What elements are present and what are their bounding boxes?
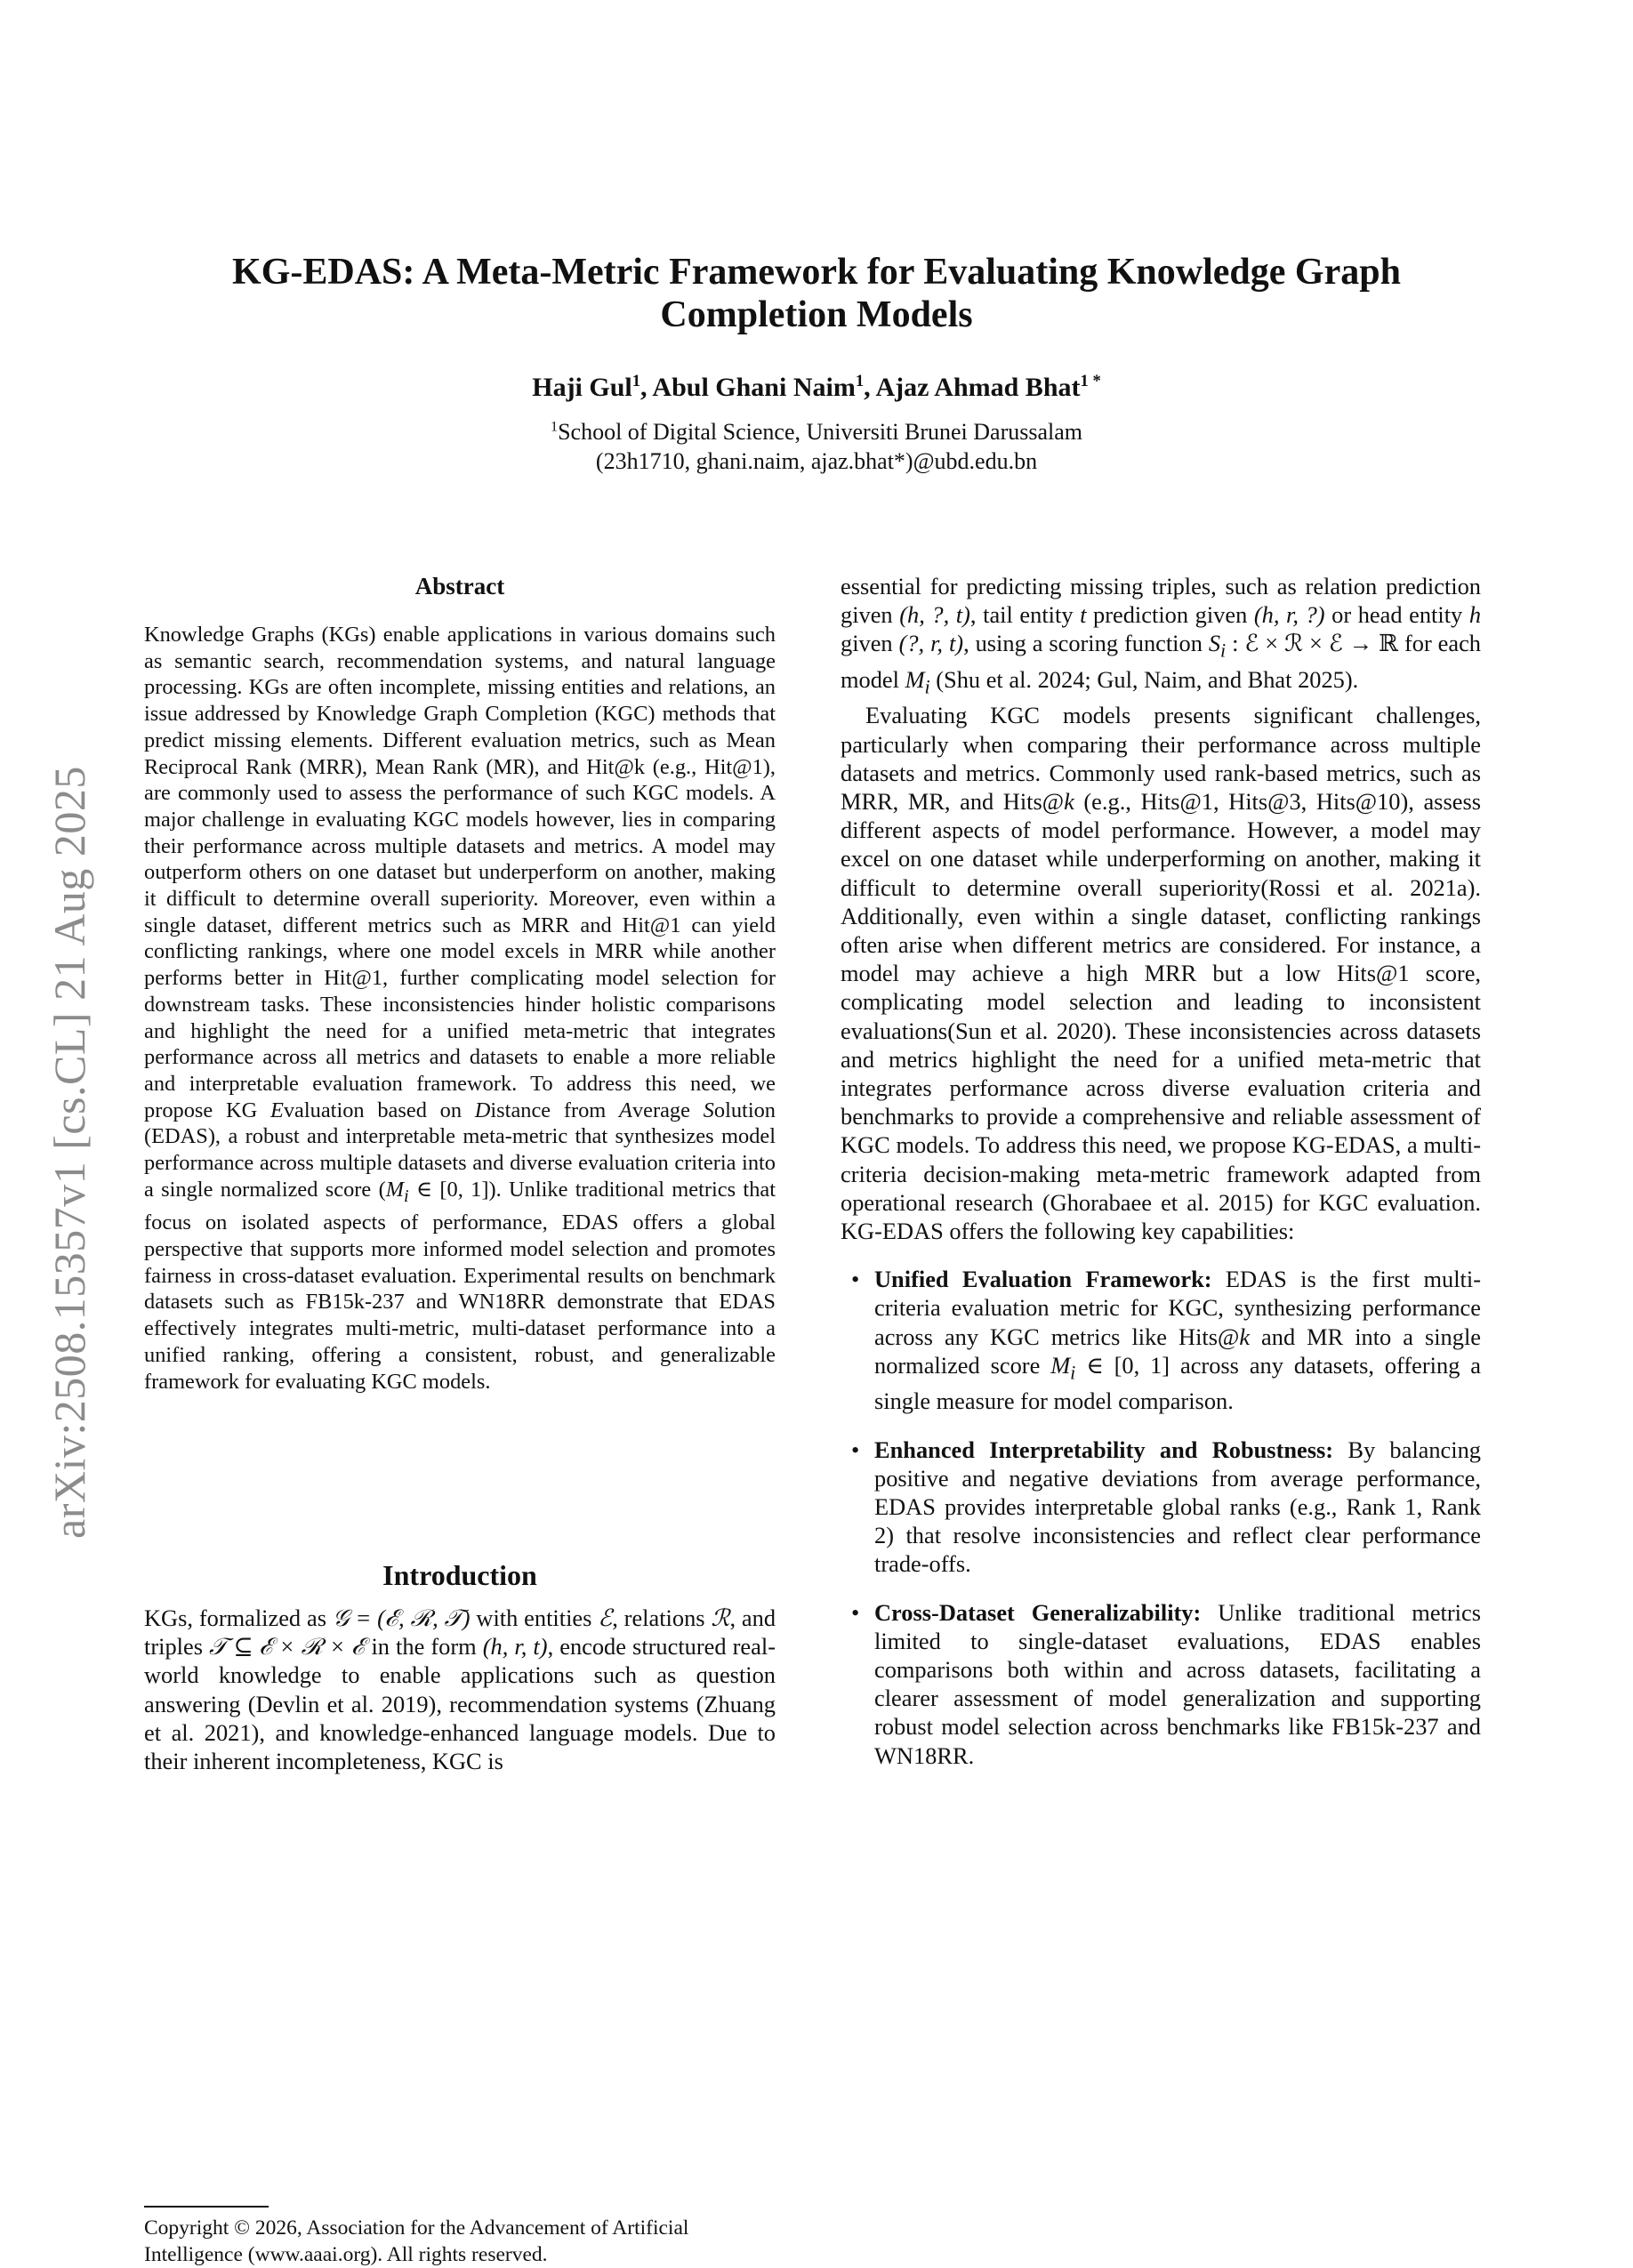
right-column-text: [841, 572, 1481, 1789]
author-name: Abul Ghani Naim: [652, 373, 856, 402]
title-line-1: KG-EDAS: A Meta-Metric Framework for Evaluating Knowledge Graph: [232, 252, 1401, 293]
author-affiliation-marker: 1: [855, 372, 865, 390]
list-item: • Cross-Dataset Generalizability: Unlike traditional metrics limited to single-dataset evaluations, EDAS enables comparisons both within and across datasets, facilitating a clearer assessment of model generalization and supporting robust model selection across benchmarks like FB15k-237 and WN18RR.: [851, 1598, 1481, 1769]
math-expression: (h, r, t): [482, 1633, 548, 1661]
affiliation-email: (23h1710, ghani.naim, ajaz.bhat*)@ubd.edu.bn: [595, 448, 1038, 474]
capabilities-list: [841, 1265, 1481, 1770]
paragraph: essential for predicting missing triples, such as relation prediction given (h, ?, t), tail entity t prediction given (h, r, ?) or head entity h given (?, r, t), using a scoring function $S_i$ : ℰ × ℛ × ℰ → ℝ for each model $M_i$ (Shu et al. 2024; Gul, Naim, and Bhat 2025).: [841, 573, 1482, 698]
bullet-icon: •: [851, 1598, 860, 1626]
author-name: Haji Gul: [532, 373, 632, 402]
paper-title: [178, 251, 1455, 336]
list-item: • Unified Evaluation Framework: EDAS is the first multi-criteria evaluation metric for KGC, synthesizing performance across any KGC metrics like Hits@k and MR into a single normalized score $M_i$ ∈ [0, 1] across any datasets, offering a single measure for model comparison.: [851, 1266, 1482, 1415]
bullet-icon: •: [851, 1266, 860, 1293]
abstract-heading: Abstract: [414, 573, 505, 599]
introduction-paragraph: KGs, formalized as 𝒢 = (ℰ, ℛ, 𝒯) with entities ℰ, relations ℛ, and triples 𝒯 ⊆ ℰ × ℛ × ℰ in the form (h, r, t), encode structured real-world knowledge to enable applications such as question answering (Devlin et al. 2019), recommendation systems (Zhuang et al. 2021), and knowledge-enhanced language models. Due to their inherent incompleteness, KGC is: [144, 1604, 776, 1775]
affiliation-line: $^1$School of Digital Science, Universiti Brunei Darussalam: [551, 419, 1082, 445]
math-expression: M: [385, 1177, 405, 1202]
author-affiliation-marker: 1: [631, 372, 641, 390]
paragraph: Evaluating KGC models presents significant challenges, particularly when comparing their performance across multiple datasets and metrics. Commonly used rank-based metrics, such as MRR, MR, and Hits@k (e.g., Hits@1, Hits@3, Hits@10), assess different aspects of model performance. However, a model may excel on one dataset while underperforming on another, making it difficult to determine overall superiority(Rossi et al. 2021a). Additionally, even within a single dataset, conflicting rankings often arise when different metrics are considered. For instance, a model may achieve a high MRR but a low Hits@1 score, complicating model selection and leading to inconsistent evaluations(Sun et al. 2020). These inconsistencies across datasets and metrics highlight the need for a unified meta-metric that integrates performance across diverse evaluation criteria and benchmarks to provide a comprehensive and reliable assessment of KGC models. To address this need, we propose KG-EDAS, a multi-criteria decision-making meta-metric framework adapted from operational research (Ghorabaee et al. 2015) for KGC evaluation. KG-EDAS offers the following key capabilities:: [841, 702, 1481, 1245]
arxiv-identifier-stamp: arXiv:2508.15357v1 [cs.CL] 21 Aug 2025: [44, 766, 94, 1539]
math-expression: ℰ: [598, 1604, 613, 1631]
copyright-footnote: Copyright © 2026, Association for the Advancement of Artificial Intelligence (www.aaai.org). All rights reserved.: [144, 2216, 689, 2266]
abstract-text: Knowledge Graphs (KGs) enable applications in various domains such as semantic search, recommendation systems, and natural language processing. KGs are often incomplete, missing entities and relations, an issue addressed by Knowledge Graph Completion (KGC) methods that predict missing elements. Different evaluation metrics, such as Mean Reciprocal Rank (MRR), Mean Rank (MR), and Hit@k (e.g., Hit@1), are commonly used to assess the performance of such KGC models. A major challenge in evaluating KGC models however, lies in comparing their performance across multiple datasets and metrics. A model may outperform others on one dataset but underperform on another, making it difficult to determine overall superiority. Moreover, even within a single dataset, different metrics such as MRR and Hit@1 can yield conflicting rankings, where one model excels in MRR while another performs better in Hit@1, further complicating model selection for downstream tasks. These inconsistencies hinder holistic comparisons and highlight the need for a unified meta-metric that integrates performance across all metrics and datasets to enable a more reliable and interpretable evaluation framework. To address this need, we propose KG Evaluation based on Distance from Average Solution (EDAS), a robust and interpretable meta-metric that synthesizes model performance across multiple datasets and diverse evaluation criteria into a single normalized score ($M_i$ ∈ [0, 1]). Unlike traditional metrics that focus on isolated aspects of performance, EDAS offers a global perspective that supports more informed model selection and promotes fairness in cross-dataset evaluation. Experimental results on benchmark datasets such as FB15k-237 and WN18RR demonstrate that EDAS effectively integrates multi-metric, multi-dataset performance into a unified ranking, offering a consistent, robust, and generalizable framework for evaluating KGC models.: [144, 623, 776, 1394]
math-expression: ℛ: [711, 1604, 730, 1631]
list-item: • Enhanced Interpretability and Robustness: By balancing positive and negative deviations from average performance, EDAS provides interpretable global ranks (e.g., Rank 1, Rank 2) that resolve inconsistencies and reflect clear performance trade-offs.: [851, 1436, 1481, 1578]
author-list: Haji Gul$^1$, Abul Ghani Naim$^1$, Ajaz Ahmad Bhat$^{1 *}$: [532, 372, 1101, 402]
title-line-2: Completion Models: [660, 294, 973, 335]
affiliation-block: [178, 417, 1455, 476]
bullet-icon: •: [851, 1436, 860, 1463]
author-name: Ajaz Ahmad Bhat: [875, 373, 1081, 402]
affiliation-marker: 1: [551, 419, 559, 435]
footnote-rule: [144, 2206, 269, 2208]
author-affiliation-marker: 1 *: [1080, 372, 1101, 390]
math-expression: 𝒯 ⊆ ℰ × ℛ × ℰ: [209, 1633, 366, 1661]
introduction-heading: Introduction: [382, 1559, 537, 1591]
math-expression: 𝒢 = (ℰ, ℛ, 𝒯): [332, 1604, 471, 1631]
